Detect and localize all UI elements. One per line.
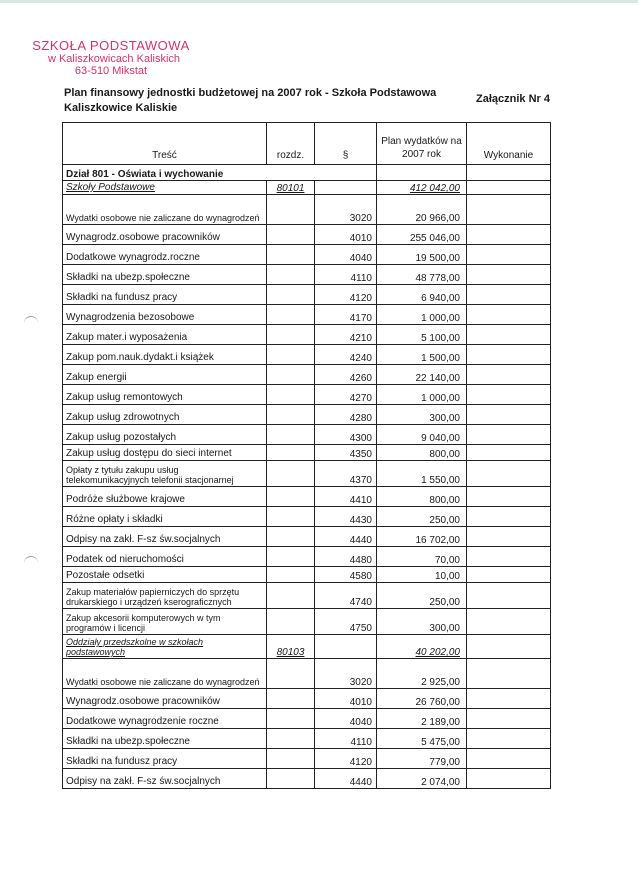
row-wykonanie [467,195,551,225]
row-description: Wynagrodz.osobowe pracowników [63,689,267,709]
row-plan-amount: 2 189,00 [377,709,467,729]
row-rozdzial [267,749,315,769]
table-row [63,425,551,445]
row-plan-amount: 800,00 [377,445,467,461]
row-rozdzial [267,181,315,195]
section-row [63,165,551,181]
row-rozdzial [267,305,315,325]
row-plan-amount: 2 925,00 [377,659,467,689]
row-description: Wydatki osobowe nie zaliczane do wynagrodzeń [63,195,267,225]
row-paragraph: 4580 [315,567,377,583]
table-row [63,225,551,245]
table-row [63,445,551,461]
table-row [63,609,551,635]
school-stamp [28,38,208,77]
table-row [63,769,551,789]
row-paragraph: 4270 [315,385,377,405]
row-description: Składki na fundusz pracy [63,285,267,305]
row-rozdzial [267,225,315,245]
row-rozdzial [267,385,315,405]
row-description: Zakup usług remontowych [63,385,267,405]
row-rozdzial [267,689,315,709]
row-wykonanie [467,405,551,425]
table-row [63,689,551,709]
row-rozdzial [267,245,315,265]
row-plan-amount: 10,00 [377,567,467,583]
table-row [63,547,551,567]
header-desc: Treść [63,123,267,165]
row-paragraph: 4120 [315,749,377,769]
row-plan-amount: 255 046,00 [377,225,467,245]
row-plan-amount [377,181,467,195]
row-wykonanie [467,769,551,789]
section-empty-cell [467,165,551,181]
row-description: Podatek od nieruchomości [63,547,267,567]
stamp-line-3: 63-510 Mikstat [74,65,148,77]
section-empty-cell [377,165,467,181]
punch-hole-mark [24,556,38,565]
row-paragraph: 4430 [315,507,377,527]
table-row [63,405,551,425]
top-edge-line [0,0,638,3]
table-row [63,659,551,689]
row-wykonanie [467,507,551,527]
punch-hole-mark [24,316,38,325]
row-plan-amount: 250,00 [377,583,467,609]
row-description: Wydatki osobowe nie zaliczane do wynagrodzeń [63,659,267,689]
row-description: Składki na fundusz pracy [63,749,267,769]
row-wykonanie [467,635,551,659]
row-wykonanie [467,689,551,709]
table-row [63,365,551,385]
stamp-line-2: w Kaliszkowicach Kaliskich [47,53,181,65]
table-row [63,749,551,769]
row-wykonanie [467,225,551,245]
row-wykonanie [467,305,551,325]
row-description: Składki na ubezp.społeczne [63,729,267,749]
row-rozdzial [267,487,315,507]
table-row [63,527,551,547]
row-paragraph: 4120 [315,285,377,305]
table-row [63,385,551,405]
row-wykonanie [467,385,551,405]
row-rozdzial [267,365,315,385]
row-description [63,181,267,195]
table-row [63,583,551,609]
row-paragraph: 4750 [315,609,377,635]
row-description-text: Szkoły Podstawowe [66,182,155,193]
row-description: Wynagrodz.osobowe pracowników [63,225,267,245]
row-paragraph: 4480 [315,547,377,567]
row-description: Pozostałe odsetki [63,567,267,583]
table-row [63,265,551,285]
row-plan-amount: 48 778,00 [377,265,467,285]
row-rozdzial [267,567,315,583]
row-plan-amount-text: 412 042,00 [409,183,460,194]
row-paragraph: 4010 [315,225,377,245]
table-row [63,285,551,305]
row-plan-amount: 779,00 [377,749,467,769]
row-description: Opłaty z tytułu zakupu usług telekomunikacyjnych telefonii stacjonarnej [63,461,267,487]
row-rozdzial [267,635,315,659]
row-paragraph: 4170 [315,305,377,325]
row-rozdzial [267,527,315,547]
row-plan-amount: 300,00 [377,405,467,425]
header-wykonanie: Wykonanie [467,123,551,165]
table-row [63,729,551,749]
row-description: Zakup usług pozostałych [63,425,267,445]
row-description: Zakup materiałów papierniczych do sprzętu drukarskiego i urządzeń kserograficznych [63,583,267,609]
row-wykonanie [467,365,551,385]
row-description: Zakup usług dostępu do sieci internet [63,445,267,461]
row-paragraph: 4110 [315,729,377,749]
row-plan-amount: 19 500,00 [377,245,467,265]
table-header-row [63,123,551,165]
subsection-row [63,635,551,659]
row-paragraph: 4260 [315,365,377,385]
row-paragraph: 4040 [315,245,377,265]
row-plan-amount: 800,00 [377,487,467,507]
row-plan-amount: 5 475,00 [377,729,467,749]
row-description: Podróże służbowe krajowe [63,487,267,507]
row-paragraph: 4240 [315,345,377,365]
table-row [63,709,551,729]
row-paragraph: 4010 [315,689,377,709]
row-description: Składki na ubezp.społeczne [63,265,267,285]
row-paragraph: 3020 [315,659,377,689]
row-wykonanie [467,659,551,689]
row-description: Odpisy na zakł. F-sz św.socjalnych [63,769,267,789]
row-description: Zakup energii [63,365,267,385]
row-paragraph: 4300 [315,425,377,445]
row-plan-amount: 70,00 [377,547,467,567]
row-plan-amount: 1 000,00 [377,385,467,405]
table-row [63,325,551,345]
row-plan-amount: 9 040,00 [377,425,467,445]
row-wykonanie [467,583,551,609]
row-plan-amount: 1 550,00 [377,461,467,487]
row-description-text: Oddziały przedszkolne w szkołach podstawowych [66,637,204,657]
row-wykonanie [467,285,551,305]
row-paragraph: 4440 [315,769,377,789]
table-row [63,567,551,583]
row-wykonanie [467,425,551,445]
document-title: Plan finansowy jednostki budżetowej na 2007 rok - Szkoła Podstawowa Kaliszkowice Kaliskie [64,87,437,114]
row-paragraph: 4440 [315,527,377,547]
row-wykonanie [467,609,551,635]
header-paragraph: § [315,123,377,165]
row-plan-amount: 20 966,00 [377,195,467,225]
row-rozdzial-text: 80103 [276,647,305,658]
row-description: Zakup pom.nauk.dydakt.i książek [63,345,267,365]
row-paragraph: 4350 [315,445,377,461]
row-rozdzial [267,285,315,305]
row-wykonanie [467,325,551,345]
row-paragraph: 4410 [315,487,377,507]
row-rozdzial [267,461,315,487]
row-plan-amount: 1 500,00 [377,345,467,365]
row-plan-amount: 22 140,00 [377,365,467,385]
row-plan-amount: 300,00 [377,609,467,635]
row-plan-amount: 6 940,00 [377,285,467,305]
row-plan-amount: 1 000,00 [377,305,467,325]
budget-table [62,122,551,789]
row-wykonanie [467,461,551,487]
row-rozdzial [267,425,315,445]
row-rozdzial [267,345,315,365]
row-description: Różne opłaty i składki [63,507,267,527]
row-rozdzial [267,583,315,609]
row-wykonanie [467,245,551,265]
row-plan-amount [377,635,467,659]
section-title: Dział 801 - Oświata i wychowanie [63,165,377,181]
row-description: Dodatkowe wynagrodz.roczne [63,245,267,265]
table-row [63,195,551,225]
row-rozdzial [267,325,315,345]
row-wykonanie [467,345,551,365]
row-plan-amount: 5 100,00 [377,325,467,345]
row-paragraph: 3020 [315,195,377,225]
row-plan-amount-text: 40 202,00 [415,647,460,658]
row-rozdzial [267,265,315,285]
row-rozdzial [267,769,315,789]
table-row [63,305,551,325]
table-row [63,345,551,365]
row-wykonanie [467,709,551,729]
table-row [63,507,551,527]
row-rozdzial [267,405,315,425]
row-paragraph: 4280 [315,405,377,425]
row-rozdzial [267,507,315,527]
row-paragraph: 4040 [315,709,377,729]
row-wykonanie [467,181,551,195]
table-row [63,461,551,487]
row-paragraph [315,181,377,195]
row-plan-amount: 26 760,00 [377,689,467,709]
header-rozdz: rozdz. [267,123,315,165]
row-paragraph [315,635,377,659]
row-wykonanie [467,567,551,583]
table-row [63,487,551,507]
row-wykonanie [467,527,551,547]
row-plan-amount: 16 702,00 [377,527,467,547]
row-description: Zakup akcesorii komputerowych w tym programów i licencji [63,609,267,635]
table-row [63,245,551,265]
row-wykonanie [467,729,551,749]
row-description: Odpisy na zakł. F-sz św.socjalnych [63,527,267,547]
row-plan-amount: 2 074,00 [377,769,467,789]
row-description [63,635,267,659]
row-paragraph: 4740 [315,583,377,609]
header-plan: Plan wydatków na 2007 rok [377,123,467,165]
row-wykonanie [467,749,551,769]
attachment-label: Załącznik Nr 4 [476,93,550,105]
row-description: Wynagrodzenia bezosobowe [63,305,267,325]
row-wykonanie [467,265,551,285]
row-rozdzial [267,445,315,461]
row-description: Zakup usług zdrowotnych [63,405,267,425]
row-rozdzial [267,729,315,749]
row-rozdzial [267,709,315,729]
stamp-line-1: SZKOŁA PODSTAWOWA [32,38,190,53]
row-plan-amount: 250,00 [377,507,467,527]
row-wykonanie [467,445,551,461]
row-wykonanie [467,547,551,567]
row-paragraph: 4210 [315,325,377,345]
row-description: Dodatkowe wynagrodzenie roczne [63,709,267,729]
row-paragraph: 4370 [315,461,377,487]
row-description: Zakup mater.i wyposażenia [63,325,267,345]
row-wykonanie [467,487,551,507]
row-rozdzial-text: 80101 [276,183,305,194]
row-paragraph: 4110 [315,265,377,285]
row-rozdzial [267,659,315,689]
row-rozdzial [267,547,315,567]
row-rozdzial [267,195,315,225]
subsection-row [63,181,551,195]
row-rozdzial [267,609,315,635]
